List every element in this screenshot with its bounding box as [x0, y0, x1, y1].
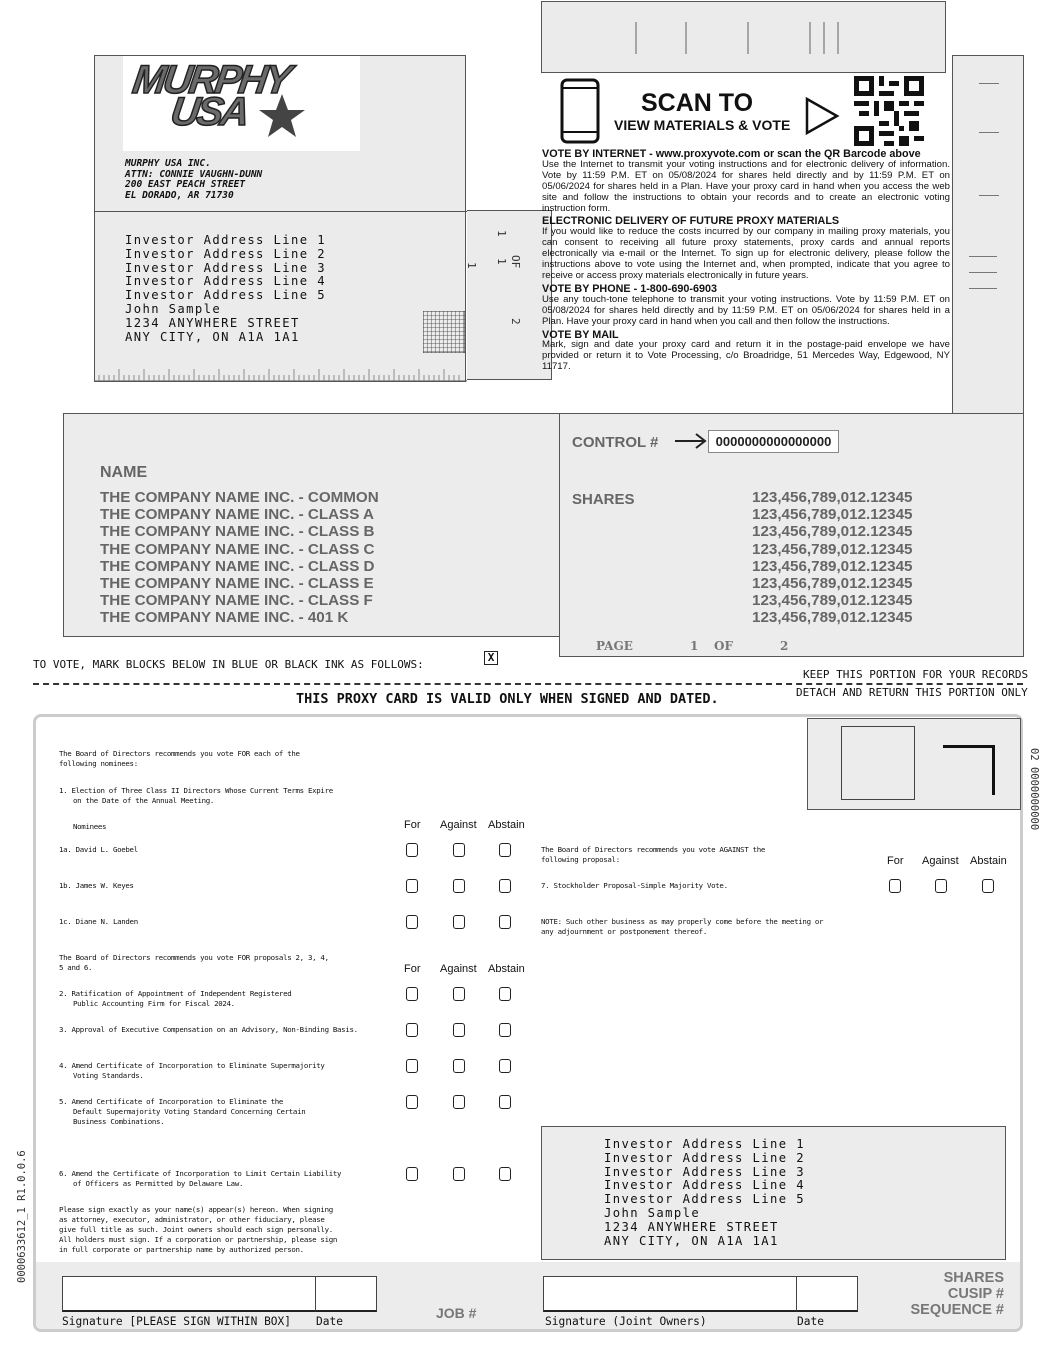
star-logo-icon: [258, 92, 306, 140]
top-barcode-box: [541, 1, 946, 73]
nominee-1c: 1c. Diane N. Landen: [59, 917, 138, 926]
proposal-3-abstain[interactable]: [499, 1023, 511, 1037]
nominee-1b-for[interactable]: [406, 879, 418, 893]
proposal-2-abstain[interactable]: [499, 987, 511, 1001]
proposal-6-against[interactable]: [453, 1167, 465, 1181]
right-side-strip: [952, 55, 1024, 415]
arrow-right-icon: [674, 432, 708, 450]
investor-address-lower: Investor Address Line 1 Investor Address Line 2 Investor Address Line 3 Investor Address Line 4 Investor Address Line 5 John Sample 1234 ANYWHERE STREET ANY CITY, ON A1A 1A1: [604, 1137, 805, 1248]
rotated-page-marker: [467, 210, 552, 380]
nominee-1a: 1a. David L. Goebel: [59, 845, 138, 854]
proposal-6-abstain[interactable]: [499, 1167, 511, 1181]
rotated-of: OF: [509, 255, 522, 269]
col-against-2: Against: [440, 963, 477, 975]
date-box[interactable]: [315, 1276, 377, 1312]
nominee-1c-against[interactable]: [453, 915, 465, 929]
signature-box[interactable]: [62, 1276, 316, 1312]
rec-against: The Board of Directors recommends you vote AGAINST the following proposal:: [541, 845, 766, 864]
detach-text: DETACH AND RETURN THIS PORTION ONLY: [796, 686, 1028, 699]
page-label: PAGE: [596, 639, 633, 653]
voting-instructions: VOTE BY INTERNET - www.proxyvote.com or scan the QR Barcode above Use the Internet to transmit your voting instructions and for electronic delivery of information. Vote by 11:59 P.M. ET on 05/08/2024 for shares held directly and by 11:59 P.M. ET on 05/06/2024 for shares held in a Plan. Have your proxy card in hand when you access the web site and follow the instructions to obtain your records and to create an electronic voting instruction form. ELECTRONIC DELIVERY OF FUTURE PROXY MATERIALS If you would like to reduce the costs incurred by our company in mailing proxy materials, you can consent to receiving all future proxy statements, proxy cards and annual reports electronically via e-mail or the Internet. To sign up for electronic delivery, please follow the instructions above to vote using the Internet and, when prompted, indicate that you agree to receive or access proxy materials electronically in future years. VOTE BY PHONE - 1-800-690-6903 Use any touch-tone telephone to transmit your voting instructions. Vote by 11:59 P.M. ET on 05/08/2024 for shares held directly and by 11:59 P.M. ET on 05/06/2024 for shares held in a Plan. Have your proxy card in hand when you call and then follow the instructions. VOTE BY MAIL Mark, sign and date your proxy card and return it in the postage-paid envelope we have provided or return it to Vote Processing, c/o Broadridge, 51 Mercedes Way, Edgewood, NY 11717.: [542, 148, 950, 373]
col-abstain: Abstain: [488, 819, 525, 831]
proposal-5-against[interactable]: [453, 1095, 465, 1109]
item-1: 1. Election of Three Class II Directors Whose Current Terms Expire on the Date of the Annual Meeting.: [59, 786, 333, 805]
proposal-7-abstain[interactable]: [982, 879, 994, 893]
page-of-label: OF: [714, 639, 733, 653]
nominees-label: Nominees: [73, 822, 107, 831]
investor-address: Investor Address Line 1 Investor Address Line 2 Investor Address Line 3 Investor Address Line 4 Investor Address Line 5 John Sample 1234 ANYWHERE STREET ANY CITY, ON A1A 1A1: [125, 233, 326, 344]
joint-date-label: Date: [797, 1315, 824, 1328]
keep-text: KEEP THIS PORTION FOR YOUR RECORDS: [803, 668, 1029, 681]
name-label: NAME: [100, 464, 148, 481]
proposal-6-for[interactable]: [406, 1167, 418, 1181]
note: NOTE: Such other business as may properly come before the meeting or any adjournment or postponement thereof.: [541, 917, 824, 936]
phone-icon: [560, 78, 600, 144]
nominee-1a-for[interactable]: [406, 843, 418, 857]
proposal-4-against[interactable]: [453, 1059, 465, 1073]
col-for-3: For: [887, 855, 904, 867]
valid-text: THIS PROXY CARD IS VALID ONLY WHEN SIGNED AND DATED.: [296, 691, 719, 707]
control-label: CONTROL #: [572, 434, 659, 451]
rec-nominees: The Board of Directors recommends you vote FOR each of the following nominees:: [59, 749, 300, 768]
corner-mark-box: [807, 718, 1021, 810]
left-code: 0000633612_1 R1.0.0.6: [16, 1150, 28, 1283]
job-label: JOB #: [436, 1305, 477, 1321]
col-abstain-3: Abstain: [970, 855, 1007, 867]
proposal-2-against[interactable]: [453, 987, 465, 1001]
proposal-3-against[interactable]: [453, 1023, 465, 1037]
rotated-digit: 1: [495, 258, 508, 265]
nominee-1b: 1b. James W. Keyes: [59, 881, 134, 890]
nominee-1b-abstain[interactable]: [499, 879, 511, 893]
joint-date-box[interactable]: [796, 1276, 858, 1312]
col-against: Against: [440, 819, 477, 831]
joint-signature-label: Signature (Joint Owners): [545, 1315, 707, 1328]
play-arrow-icon: [804, 96, 840, 136]
nominee-1c-abstain[interactable]: [499, 915, 511, 929]
grid-code-icon: [423, 311, 465, 353]
detach-dashed-line: [33, 683, 1023, 685]
shares-label: SHARES: [572, 491, 635, 508]
page-total: 2: [780, 639, 789, 653]
proposal-7-for[interactable]: [889, 879, 901, 893]
proposal-5-abstain[interactable]: [499, 1095, 511, 1109]
rotated-digit: 1: [495, 230, 508, 237]
col-abstain-2: Abstain: [488, 963, 525, 975]
rotated-digit: 1: [465, 262, 478, 269]
signature-label: Signature [PLEASE SIGN WITHIN BOX]: [62, 1315, 292, 1328]
signing-instructions: Please sign exactly as your name(s) appear(s) hereon. When signing as attorney, executor, administrator, or other fiduciary, please give full title as such. Joint owners should each sign personally. All holders must sign. If a corporation or partnership, please sign in full corporate or partnership name by authorized person.: [59, 1205, 338, 1254]
proposal-5-for[interactable]: [406, 1095, 418, 1109]
date-label: Date: [316, 1315, 343, 1328]
rotated-digit: 2: [509, 318, 522, 325]
col-against-3: Against: [922, 855, 959, 867]
nominee-1a-against[interactable]: [453, 843, 465, 857]
proposal-2: 2. Ratification of Appointment of Independent Registered Public Accounting Firm for Fiscal 2024.: [59, 989, 292, 1008]
side-code: 02 0000000000: [1028, 748, 1040, 831]
proposal-5: 5. Amend Certificate of Incorporation to Eliminate the Default Supermajority Voting Standard Concerning Certain Business Combinations.: [59, 1097, 306, 1126]
proposal-3: 3. Approval of Executive Compensation on an Advisory, Non-Binding Basis.: [59, 1025, 358, 1034]
barcode-icon: [632, 20, 852, 56]
control-number: 0000000000000000: [708, 430, 839, 453]
proposal-7-against[interactable]: [935, 879, 947, 893]
company-logo: MURPHY USA: [123, 56, 360, 151]
proposal-3-for[interactable]: [406, 1023, 418, 1037]
mark-example: X: [484, 651, 498, 665]
nominee-1a-abstain[interactable]: [499, 843, 511, 857]
mailing-panel: [94, 55, 466, 382]
page-number: 1: [690, 639, 699, 653]
ruler-holder: [94, 363, 466, 381]
col-for: For: [404, 819, 421, 831]
joint-signature-box[interactable]: [543, 1276, 797, 1312]
holdings-shares: 123,456,789,012.12345 123,456,789,012.12345 123,456,789,012.12345 123,456,789,012.12345 123,456,789,012.12345 123,456,789,012.12345 123,456,789,012.12345 123,456,789,012.12345: [752, 489, 913, 627]
rec-proposals: The Board of Directors recommends you vote FOR proposals 2, 3, 4, 5 and 6.: [59, 953, 329, 972]
footer-right-labels: SHARES CUSIP # SEQUENCE #: [910, 1270, 1004, 1318]
proposal-4: 4. Amend Certificate of Incorporation to Eliminate Supermajority Voting Standards.: [59, 1061, 325, 1080]
proposal-2-for[interactable]: [406, 987, 418, 1001]
return-address: MURPHY USA INC. ATTN: CONNIE VAUGHN-DUNN 200 EAST PEACH STREET EL DORADO, AR 71730: [125, 158, 263, 201]
item-7: 7. Stockholder Proposal-Simple Majority Vote.: [541, 881, 728, 890]
nominee-1c-for[interactable]: [406, 915, 418, 929]
nominee-1b-against[interactable]: [453, 879, 465, 893]
to-vote-instruction: TO VOTE, MARK BLOCKS BELOW IN BLUE OR BLACK INK AS FOLLOWS:: [33, 658, 424, 671]
proposal-6: 6. Amend the Certificate of Incorporation to Limit Certain Liability of Officers as Permitted by Delaware Law.: [59, 1169, 342, 1188]
proposal-4-abstain[interactable]: [499, 1059, 511, 1073]
qr-code-icon[interactable]: [854, 76, 924, 146]
holdings-names: THE COMPANY NAME INC. - COMMON THE COMPANY NAME INC. - CLASS A THE COMPANY NAME INC. - CLASS B THE COMPANY NAME INC. - CLASS C THE COMPANY NAME INC. - CLASS D THE COMPANY NAME INC. - CLASS E THE COMPANY NAME INC. - CLASS F THE COMPANY NAME INC. - 401 K: [100, 489, 379, 627]
scan-subtitle: VIEW MATERIALS & VOTE: [614, 117, 791, 133]
scan-title: SCAN TO: [641, 89, 754, 117]
proposal-4-for[interactable]: [406, 1059, 418, 1073]
col-for-2: For: [404, 963, 421, 975]
